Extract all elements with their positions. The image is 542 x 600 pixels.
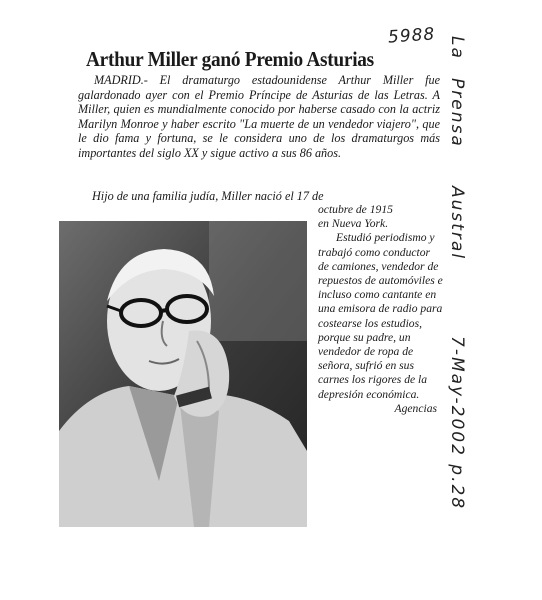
column-line-2: en Nueva York. [318,217,389,231]
source-paper-name: Prensa [447,78,467,148]
paragraph-1: MADRID.- El dramaturgo estadounidense Arthur Miller fue galardonado ayer con el Premio Príncipe de Asturias de las Letras. A Miller, quien es mundialmente conocido por haberse casado con la actriz Marilyn Monroe y haber escrito "La muerte de un vendedor viajero", que le dio fama y fortuna, se le considera uno de los dramaturgos más importantes del siglo XX y sigue activo a sus 86 años. [78,73,440,160]
paragraph-2-start [78,189,418,203]
source-date: 7-May-2002 p.28 [447,336,467,511]
handwritten-source-note [447,36,477,556]
source-paper-prefix: La [447,36,467,60]
arthur-miller-photo [59,221,307,527]
archive-number: 5988 [387,24,436,48]
column-line-1: octubre de 1915 [318,203,393,216]
column-paragraph: Estudió periodismo y trabajó como conductor de camiones, vendedor de repuestos de automóviles e incluso como cantante en una emisora de radio para costearse los estudios, porque su padre, un vendedor de ropa de señora, sufrió en sus carnes los rigores de la depresión económica. [318,231,443,401]
article-headline: Arthur Miller ganó Premio Asturias [86,47,374,71]
article-credit: Agencias [394,401,437,415]
article-body [78,73,440,161]
source-city: Austral [447,186,467,261]
article-column-text [318,203,443,416]
paragraph-2-text: Hijo de una familia judía, Miller nació el 17 de [92,189,324,203]
